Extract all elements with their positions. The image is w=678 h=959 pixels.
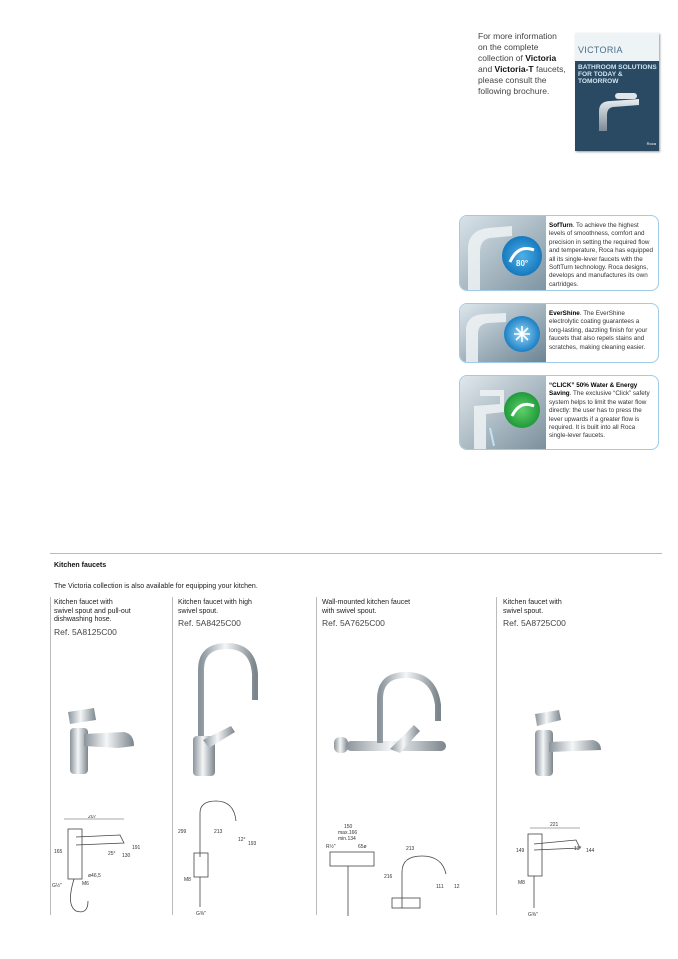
column-divider (50, 597, 51, 915)
brochure-info-text (478, 31, 582, 97)
softurn-badge: 80° (516, 259, 529, 268)
technical-drawing-5A8125C00 (52, 815, 170, 917)
faucet-pullout-photo-icon[interactable] (60, 690, 140, 780)
dimension-label: 299 (178, 829, 187, 835)
product-5A7625C00 (322, 599, 492, 628)
info-bold: Victoria (525, 53, 557, 63)
technical-drawing-5A8425C00 (176, 797, 262, 917)
info-text: collection of (478, 53, 526, 63)
dimension-label: R½" (326, 844, 336, 850)
feature-softurn (459, 215, 659, 291)
brochure-title: VICTORIA (578, 45, 623, 55)
dimension-label: 12 (454, 884, 460, 890)
column-divider (316, 597, 317, 915)
info-line (478, 53, 582, 64)
info-line: on the complete (478, 42, 539, 52)
dimension-label: M6 (82, 881, 89, 887)
dimension-label: 191 (132, 845, 141, 851)
product-name: dishwashing hose. (54, 616, 112, 624)
feature-description: . To achieve the highest levels of smoothness, comfort and precision in setting the required flow and temperature, Roca has equipped all its single-lever faucets with the SoftTurn technology. Roca designs, develops and manufactures its own cartridges. (549, 222, 653, 288)
product-name: swivel spout. (503, 607, 544, 615)
dimension-label: G½" (52, 883, 62, 889)
dimension-label: M8 (518, 880, 525, 886)
technical-drawing-5A7625C00 (322, 822, 470, 918)
dimension-label: 12° (238, 837, 246, 843)
column-divider (172, 597, 173, 915)
dimension-label: 144 (586, 848, 595, 854)
info-bold: Victoria-T (494, 64, 534, 74)
product-name: Wall-mounted kitchen faucet (322, 599, 411, 606)
dimension-label: G⅜" (196, 911, 206, 917)
product-5A8725C00 (503, 599, 653, 628)
product-name: Kitchen faucet with (54, 599, 113, 606)
product-ref: Ref. 5A8425C00 (178, 618, 241, 629)
section-divider (50, 553, 662, 554)
faucet-high-spout-photo-icon[interactable] (185, 640, 265, 780)
dimension-label: 213 (214, 829, 223, 835)
dimension-label: min.134 (338, 836, 356, 842)
product-name: swivel spout and pull-out (54, 607, 131, 615)
click-illustration-icon (460, 376, 546, 449)
feature-description: . The exclusive “Click” safety system helps to limit the water flow directly: the user has to press the lever upwards if a greater flow is required. It is built into all Roca single-lever faucets. (549, 390, 650, 440)
dimension-label: 221 (550, 822, 559, 828)
product-name: with swivel spout. (322, 607, 377, 615)
product-5A8125C00 (54, 599, 166, 637)
evershine-illustration-icon (460, 304, 546, 362)
dimension-label: 165 (54, 849, 63, 855)
feature-text (549, 310, 653, 352)
info-line: following brochure. (478, 86, 550, 96)
product-5A8425C00 (178, 599, 310, 628)
info-text: and (478, 64, 495, 74)
product-ref: Ref. 5A8725C00 (503, 618, 566, 629)
dimension-label: 216 (384, 874, 393, 880)
brochure-logo: Roca (646, 141, 656, 146)
feature-title: EverShine (549, 310, 580, 317)
product-name: swivel spout. (178, 607, 219, 615)
section-title: Kitchen faucets (54, 562, 107, 569)
section-intro: The Victoria collection is also available for equipping your kitchen. (54, 583, 258, 590)
product-name: Kitchen faucet with (503, 599, 562, 606)
dimension-label: 13° (574, 846, 582, 852)
info-text: faucets, (533, 64, 566, 74)
brochure-cover-image[interactable] (575, 33, 659, 151)
product-ref: Ref. 5A7625C00 (322, 618, 385, 629)
faucet-wall-mounted-photo-icon[interactable] (330, 665, 470, 765)
feature-description: . The EverShine electrolytic coating guarantees a long-lasting, dazzling finish for your faucets that also repels stains and scratches, making cleaning easier. (549, 310, 648, 351)
info-line (478, 64, 582, 75)
dimension-label: 207 (88, 815, 97, 820)
feature-title: “CLICK” 50% Water & Energy Saving (549, 382, 638, 398)
product-name: Kitchen faucet with high (178, 599, 252, 606)
dimension-label: 213 (406, 846, 415, 852)
info-line: For more information (478, 31, 557, 41)
product-ref: Ref. 5A8125C00 (54, 626, 117, 637)
faucet-swivel-spout-photo-icon[interactable] (525, 700, 605, 780)
dimension-label: 150 (344, 824, 353, 830)
dimension-label: 111 (436, 884, 444, 890)
column-divider (496, 597, 497, 915)
brochure-headline: BATHROOM SOLUTIONS FOR TODAY & TOMORROW (578, 64, 657, 85)
dimension-label: G⅜" (528, 912, 538, 918)
info-line: please consult the (478, 75, 547, 85)
dimension-label: 65ø (358, 844, 367, 850)
feature-evershine (459, 303, 659, 363)
dimension-label: 25° (108, 851, 116, 857)
dimension-label: 130 (122, 853, 131, 859)
dimension-label: M8 (184, 877, 191, 883)
softurn-illustration-icon (460, 216, 546, 290)
dimension-label: 149 (516, 848, 525, 854)
dimension-label: max.166 (338, 830, 358, 836)
dimension-label: ø46,5 (88, 873, 101, 879)
feature-click (459, 375, 659, 450)
feature-text (549, 222, 653, 289)
faucet-photo-icon (585, 91, 649, 139)
technical-drawing-5A8725C00 (500, 820, 600, 918)
dimension-label: 193 (248, 841, 257, 847)
feature-text (549, 382, 653, 441)
feature-title: SofTurn (549, 222, 573, 229)
